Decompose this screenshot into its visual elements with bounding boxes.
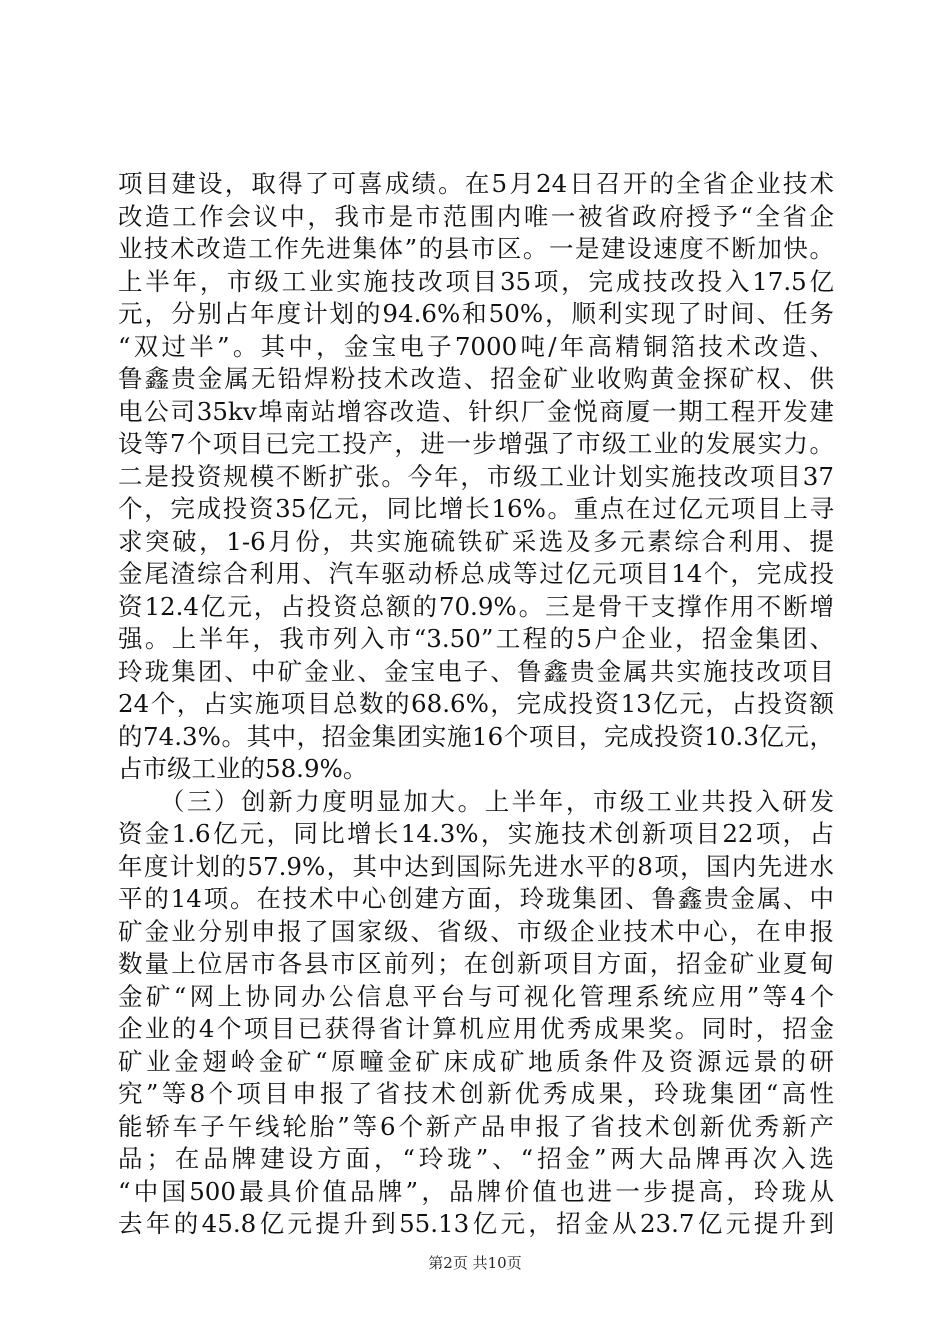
text-line: 数量上位居市各县市区前列；在创新项目方面，招金矿业夏甸	[118, 949, 834, 978]
text-line: 金矿“网上协同办公信息平台与可视化管理系统应用”等4个	[118, 981, 834, 1011]
text-line: 金尾渣综合利用、汽车驱动桥总成等过亿元项目14个，完成投	[118, 559, 834, 588]
text-line: 企业的4个项目已获得省计算机应用优秀成果奖。同时，招金	[118, 1014, 834, 1043]
text-line: 鲁鑫贵金属无铅焊粉技术改造、招金矿业收购黄金探矿权、供	[118, 364, 834, 393]
text-line: 求突破，1-6月份，共实施硫铁矿采选及多元素综合利用、提	[118, 526, 834, 556]
text-line: 设等7个项目已完工投产，进一步增强了市级工业的发展实力。	[118, 429, 834, 458]
page-number-footer: 第2页 共10页	[428, 1254, 522, 1272]
text-line: （三）创新力度明显加大。上半年，市级工业共投入研发	[118, 786, 834, 816]
text-line: 资12.4亿元，占投资总额的70.9%。三是骨干支撑作用不断增	[118, 591, 834, 621]
text-line: 强。上半年，我市列入市“3.50”工程的5户企业，招金集团、	[118, 624, 834, 653]
text-line: 去年的45.8亿元提升到55.13亿元，招金从23.7亿元提升到	[118, 1209, 834, 1238]
text-line: 矿业金翅岭金矿“原疃金矿床成矿地质条件及资源远景的研	[118, 1046, 834, 1076]
text-line: 究”等8个项目申报了省技术创新优秀成果，玲珑集团“高性	[118, 1079, 834, 1108]
text-line: 能轿车子午线轮胎”等6个新产品申报了省技术创新优秀新产	[118, 1111, 834, 1141]
text-line: 二是投资规模不断扩张。今年，市级工业计划实施技改项目37	[118, 461, 834, 491]
text-line: 电公司35kv埠南站增容改造、针织厂金悦商厦一期工程开发建	[118, 396, 834, 426]
text-line: 个，完成投资35亿元，同比增长16%。重点在过亿元项目上寻	[118, 494, 834, 523]
text-line: 元，分别占年度计划的94.6%和50%，顺利实现了时间、任务	[118, 299, 834, 328]
body-text	[118, 168, 834, 1241]
text-line: 资金1.6亿元，同比增长14.3%，实施技术创新项目22项，占	[118, 819, 834, 848]
paragraph-end-line: 占市级工业的58.9%。	[118, 754, 368, 783]
text-line: 改造工作会议中，我市是市范围内唯一被省政府授予“全省企	[118, 201, 834, 231]
text-line: 年度计划的57.9%，其中达到国际先进水平的8项，国内先进水	[118, 851, 834, 881]
text-line: “中国500最具价值品牌”，品牌价值也进一步提高，玲珑从	[118, 1176, 834, 1206]
text-line: 品；在品牌建设方面，“玲珑”、“招金”两大品牌再次入选	[118, 1144, 834, 1173]
text-line: 项目建设，取得了可喜成绩。在5月24日召开的全省企业技术	[118, 169, 834, 198]
text-line: “双过半”。其中，金宝电子7000吨/年高精铜箔技术改造、	[118, 331, 834, 361]
text-line: 业技术改造工作先进集体”的县市区。一是建设速度不断加快。	[118, 234, 834, 263]
text-line: 上半年，市级工业实施技改项目35项，完成技改投入17.5亿	[118, 266, 834, 296]
text-line: 矿金业分别申报了国家级、省级、市级企业技术中心，在申报	[118, 916, 834, 946]
text-line: 的74.3%。其中，招金集团实施16个项目，完成投资10.3亿元，	[118, 721, 834, 751]
text-line: 玲珑集团、中矿金业、金宝电子、鲁鑫贵金属共实施技改项目	[118, 656, 834, 686]
text-line: 平的14项。在技术中心创建方面，玲珑集团、鲁鑫贵金属、中	[118, 884, 834, 913]
text-line: 24个，占实施项目总数的68.6%，完成投资13亿元，占投资额	[118, 689, 834, 718]
